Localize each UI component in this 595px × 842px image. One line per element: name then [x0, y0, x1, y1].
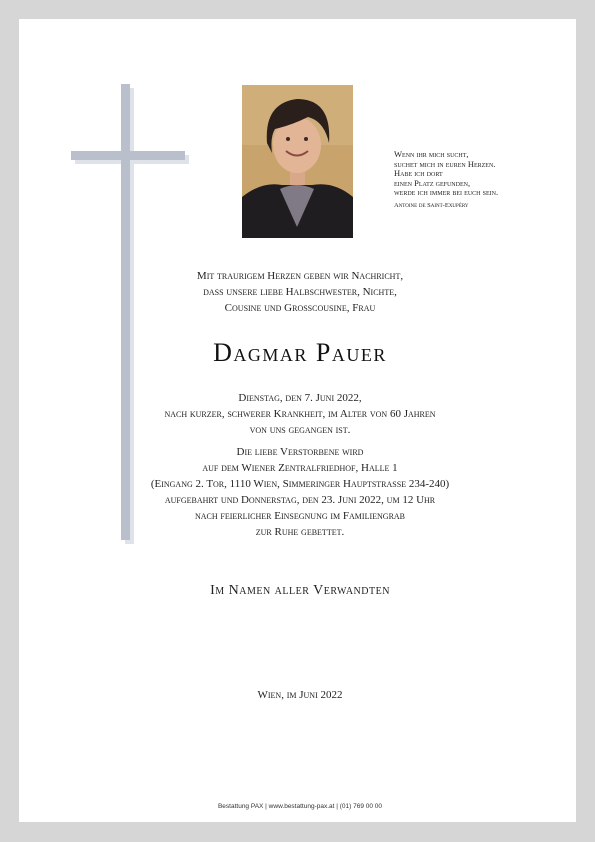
intro-line: Mit traurigem Herzen geben wir Nachricht,: [196, 270, 404, 282]
death-notice-line: nach kurzer, schwerer Krankheit, im Alter von 60 Jahren: [164, 408, 436, 420]
funeral-line: auf dem Wiener Zentralfriedhof, Halle 1: [202, 462, 398, 474]
death-notice-line: von uns gegangen ist.: [249, 424, 351, 436]
place-and-date: Wien, im Juni 2022: [257, 689, 343, 701]
quote-line: einen Platz gefunden,: [394, 177, 471, 188]
deceased-name: Dagmar Pauer: [213, 338, 387, 367]
intro-line: dass unsere liebe Halbschwester, Nichte,: [203, 286, 397, 298]
funeral-line: nach feierlicher Einsegnung im Familiengrab: [194, 510, 406, 522]
funeral-line: (Eingang 2. Tor, 1110 Wien, Simmeringer Hauptstrasse 234-240): [150, 478, 450, 490]
family-signature: Im Namen aller Verwandten: [210, 583, 390, 598]
footer-contact: Bestattung PAX | www.bestattung-pax.at | (01) 769 00 00: [217, 803, 383, 810]
details-text: [130, 390, 470, 546]
death-notice-line: Dienstag, den 7. Juni 2022,: [238, 392, 362, 404]
quote-line: werde ich immer bei euch sein.: [394, 187, 499, 198]
funeral-notice: [130, 444, 470, 540]
quote-line: Habe ich dort: [394, 168, 443, 179]
quote-line: Wenn ihr mich sucht,: [394, 149, 469, 159]
intro-text: [150, 268, 450, 316]
funeral-line: Die liebe Verstorbene wird: [236, 446, 364, 458]
funeral-line: zur Ruhe gebettet.: [255, 526, 345, 538]
funeral-line: aufgebahrt und Donnerstag, den 23. Juni 2022, um 12 Uhr: [164, 494, 436, 506]
quote-author: Antoine de Saint-Exupéry: [394, 201, 469, 209]
cross-horizontal-beam: [71, 151, 185, 160]
intro-line: Cousine und Grosscousine, Frau: [224, 302, 376, 314]
death-notice: [130, 390, 470, 438]
quote-line: suchet mich in euren Herzen.: [394, 158, 496, 169]
quote-block: [394, 150, 564, 211]
portrait-photo: [242, 85, 353, 238]
